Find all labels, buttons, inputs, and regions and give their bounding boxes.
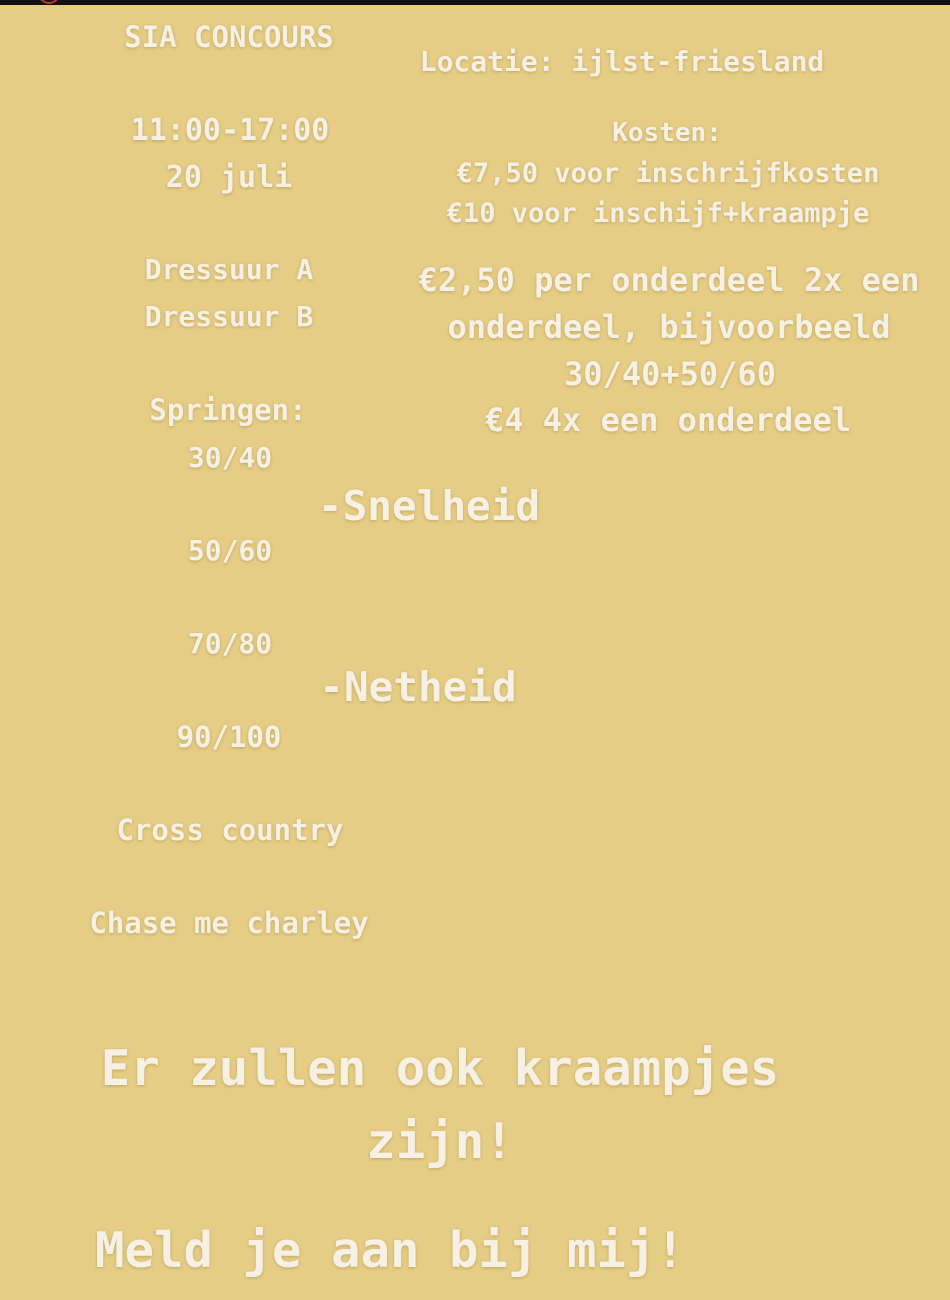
jumping-heading: Springen: (149, 393, 307, 427)
jumping-height-30-40: 30/40 (187, 441, 273, 474)
location: Locatie: ijlst-friesland (419, 45, 825, 78)
event-date: 20 juli (165, 160, 293, 195)
costs-four-parts: €4 4x een onderdeel (484, 401, 852, 439)
jumping-speed: -Snelheid (317, 482, 541, 530)
dressage-a: Dressuur A (144, 253, 314, 286)
jumping-height-90-100: 90/100 (176, 720, 282, 754)
cross-country: Cross country (116, 813, 344, 847)
costs-registration: €7,50 voor inschrijfkosten (456, 158, 880, 189)
dressage-b: Dressuur B (144, 300, 314, 333)
top-bar (0, 0, 950, 5)
chase-me-charley: Chase me charley (89, 906, 369, 940)
event-title: SIA CONCOURS (124, 20, 334, 54)
event-time: 11:00-17:00 (130, 113, 330, 148)
jumping-neatness: -Netheid (319, 663, 517, 711)
jumping-height-50-60: 50/60 (187, 534, 273, 567)
signup-call: Meld je aan bij mij! (94, 1222, 686, 1279)
costs-per-part: €2,50 per onderdeel 2x een (418, 261, 920, 299)
costs-heading: Kosten: (612, 118, 722, 148)
costs-example: 30/40+50/60 (564, 355, 776, 393)
costs-registration-stall: €10 voor inschijf+kraampje (446, 198, 870, 229)
jumping-height-70-80: 70/80 (187, 627, 273, 660)
stalls-announcement: Er zullen ook kraampjes (100, 1040, 780, 1097)
costs-per-part-line2: onderdeel, bijvoorbeeld (447, 308, 891, 346)
stalls-announcement-line2: zijn! (366, 1113, 514, 1170)
